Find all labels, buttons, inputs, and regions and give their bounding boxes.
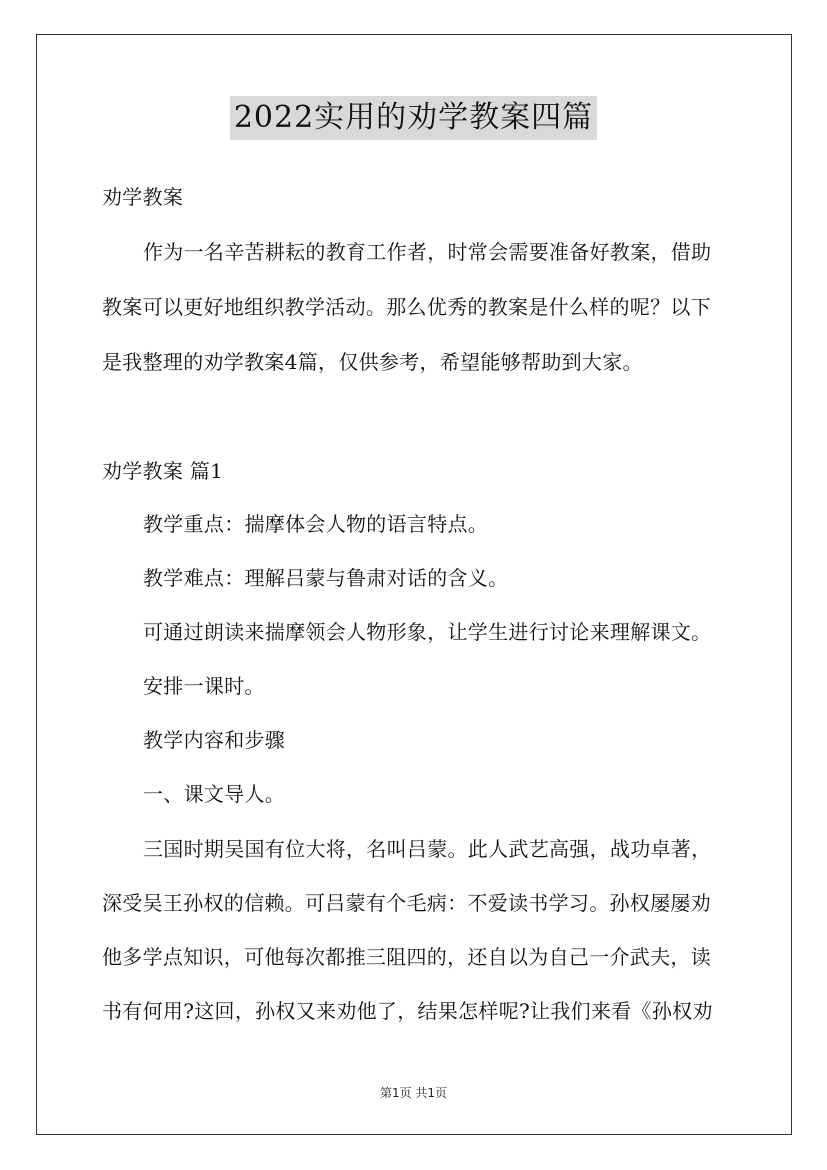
paragraph-line: 一、课文导人。 xyxy=(143,782,286,806)
paragraph-line: 可通过朗读来揣摩领会人物形象，让学生进行讨论来理解课文。 xyxy=(143,620,712,644)
intro-line: 是我整理的劝学教案4篇，仅供参考，希望能够帮助到大家。 xyxy=(102,350,643,374)
section-heading: 劝学教案 xyxy=(102,185,184,209)
story-line: 他多学点知识，可他每次都推三阻四的，还自以为自己一介武夫，读 xyxy=(102,945,711,969)
part-heading: 劝学教案 篇1 xyxy=(102,459,224,483)
paragraph-line: 教学内容和步骤 xyxy=(143,728,286,752)
paragraph-line: 教学重点：揣摩体会人物的语言特点。 xyxy=(143,512,489,536)
page-footer: 第1页 共1页 xyxy=(379,1086,448,1100)
story-line: 书有何用?这回，孙权又来劝他了，结果怎样呢?让我们来看《孙权劝 xyxy=(102,999,713,1023)
story-line: 三国时期吴国有位大将，名叫吕蒙。此人武艺高强，战功卓著， xyxy=(143,837,712,861)
document-title: 2022实用的劝学教案四篇 xyxy=(230,96,597,140)
intro-line: 教案可以更好地组织教学活动。那么优秀的教案是什么样的呢？以下 xyxy=(102,295,711,319)
paragraph-line: 安排一课时。 xyxy=(143,674,265,698)
story-line: 深受吴王孙权的信赖。可吕蒙有个毛病：不爱读书学习。孙权屡屡劝 xyxy=(102,891,711,915)
paragraph-line: 教学难点：理解吕蒙与鲁肃对话的含义。 xyxy=(143,566,509,590)
intro-line: 作为一名辛苦耕耘的教育工作者，时常会需要准备好教案，借助 xyxy=(143,240,712,264)
